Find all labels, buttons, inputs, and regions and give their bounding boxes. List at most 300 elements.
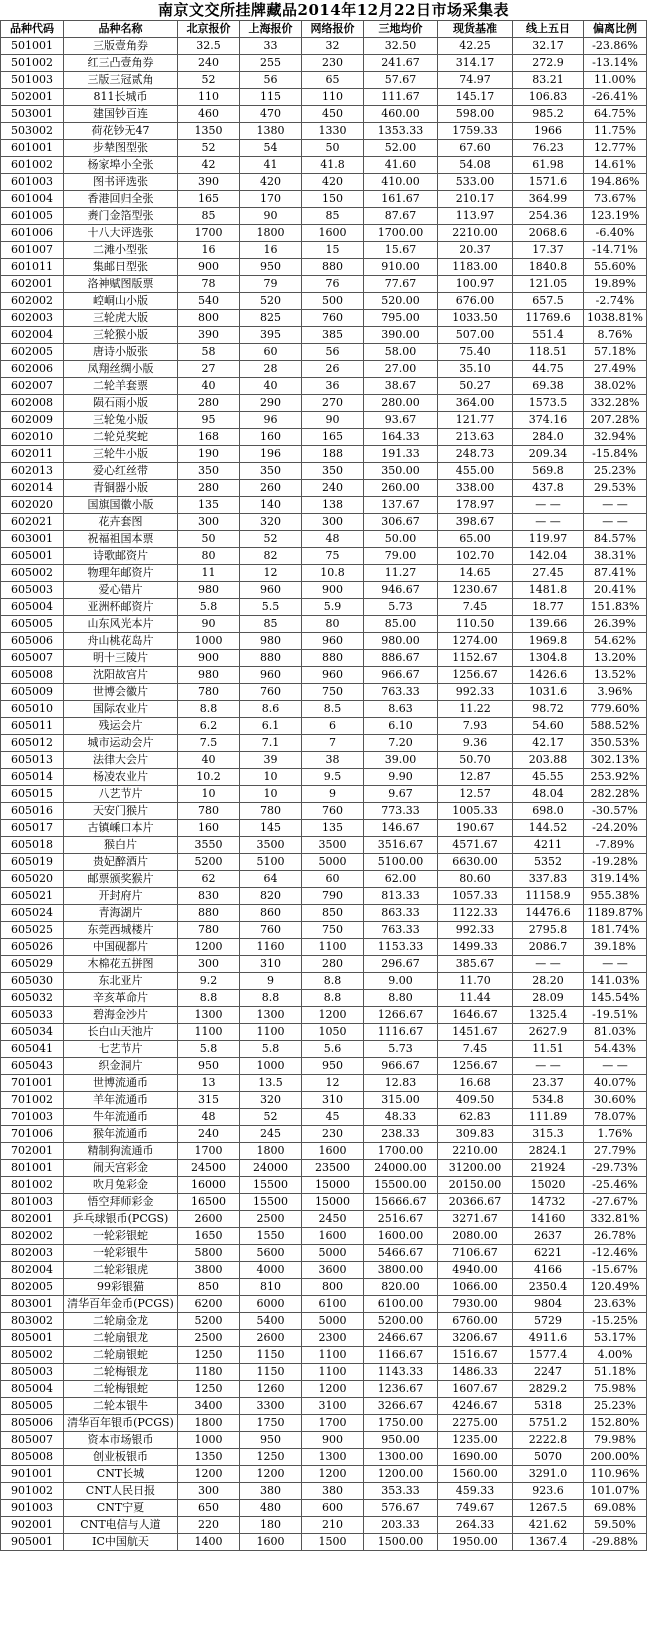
code-cell: 701003 [1,1109,64,1126]
deviation-ratio-cell: 84.57% [584,531,647,548]
table-row [1,1160,647,1177]
table-row [1,72,647,89]
deviation-ratio-cell: 26.39% [584,616,647,633]
name-cell: 东莞西城楼片 [64,922,178,939]
page-title: 南京文交所挂牌藏品2014年12月22日市场采集表 [158,1,509,19]
network-price-cell: 10.8 [302,565,364,582]
shanghai-price-cell: 1250 [240,1449,302,1466]
beijing-price-cell: 540 [178,293,240,310]
average-price-cell: 315.00 [364,1092,438,1109]
table-row [1,1194,647,1211]
deviation-ratio-cell: 38.31% [584,548,647,565]
table-row [1,1432,647,1449]
shanghai-price-cell: 10 [240,769,302,786]
beijing-price-cell: 300 [178,956,240,973]
spot-benchmark-cell: 1183.00 [438,259,513,276]
online-five-day-cell: 48.04 [513,786,584,803]
average-price-cell: 350.00 [364,463,438,480]
code-cell: 605005 [1,616,64,633]
code-cell: 701006 [1,1126,64,1143]
spot-benchmark-cell: 16.68 [438,1075,513,1092]
code-cell: 605009 [1,684,64,701]
spot-benchmark-cell: 1499.33 [438,939,513,956]
beijing-price-cell: 2500 [178,1330,240,1347]
code-cell: 702001 [1,1143,64,1160]
online-five-day-cell: 76.23 [513,140,584,157]
name-cell: 精制狗流通币 [64,1143,178,1160]
shanghai-price-cell: 950 [240,1432,302,1449]
online-five-day-cell: 61.98 [513,157,584,174]
network-price-cell: 350 [302,463,364,480]
network-price-cell: 6 [302,718,364,735]
table-row [1,89,647,106]
name-cell: 城市运动会片 [64,735,178,752]
table-row [1,1092,647,1109]
spot-benchmark-cell: 1152.67 [438,650,513,667]
average-price-cell: 50.00 [364,531,438,548]
code-cell: 602007 [1,378,64,395]
online-five-day-cell: 364.99 [513,191,584,208]
deviation-ratio-cell: 54.62% [584,633,647,650]
code-cell: 801002 [1,1177,64,1194]
online-five-day-cell: 83.21 [513,72,584,89]
online-five-day-cell: 23.37 [513,1075,584,1092]
beijing-price-cell: 62 [178,871,240,888]
deviation-ratio-cell: -26.41% [584,89,647,106]
code-cell: 701001 [1,1075,64,1092]
online-five-day-cell: 5751.2 [513,1415,584,1432]
deviation-ratio-cell: 38.02% [584,378,647,395]
shanghai-price-cell: 6.1 [240,718,302,735]
shanghai-price-cell: 290 [240,395,302,412]
online-five-day-cell: 254.36 [513,208,584,225]
online-five-day-cell: 1840.8 [513,259,584,276]
average-price-cell: 795.00 [364,310,438,327]
network-price-cell: 950 [302,1058,364,1075]
beijing-price-cell: 1300 [178,1007,240,1024]
spot-benchmark-cell: 598.00 [438,106,513,123]
shanghai-price-cell: 16 [240,242,302,259]
network-price-cell: 110 [302,89,364,106]
beijing-price-cell: 5.8 [178,599,240,616]
deviation-ratio-cell: -19.28% [584,854,647,871]
online-five-day-cell: 21924 [513,1160,584,1177]
shanghai-price-cell: 380 [240,1483,302,1500]
table-body [1,38,647,1551]
shanghai-price-cell: 960 [240,667,302,684]
beijing-price-cell: 165 [178,191,240,208]
name-cell: CNT宁夏 [64,1500,178,1517]
spot-benchmark-cell: 2275.00 [438,1415,513,1432]
name-cell: 织金洞片 [64,1058,178,1075]
deviation-ratio-cell: 779.60% [584,701,647,718]
beijing-price-cell: 850 [178,1279,240,1296]
online-five-day-cell: 551.4 [513,327,584,344]
beijing-price-cell: 1000 [178,633,240,650]
code-cell: 602006 [1,361,64,378]
name-cell: 牛年流通币 [64,1109,178,1126]
spot-benchmark-cell: 11.44 [438,990,513,1007]
code-cell: 605033 [1,1007,64,1024]
spot-benchmark-cell: 31200.00 [438,1160,513,1177]
average-price-cell: 3800.00 [364,1262,438,1279]
online-five-day-cell: 69.38 [513,378,584,395]
network-price-cell: 60 [302,871,364,888]
beijing-price-cell: 1200 [178,1466,240,1483]
spot-benchmark-cell: 20366.67 [438,1194,513,1211]
name-cell: 木棉花五拼图 [64,956,178,973]
name-cell: 残运会片 [64,718,178,735]
beijing-price-cell: 650 [178,1500,240,1517]
beijing-price-cell: 190 [178,446,240,463]
average-price-cell: 280.00 [364,395,438,412]
code-cell: 805002 [1,1347,64,1364]
table-row [1,565,647,582]
average-price-cell: 390.00 [364,327,438,344]
code-cell: 602013 [1,463,64,480]
spot-benchmark-cell: 7.45 [438,1041,513,1058]
deviation-ratio-cell: 39.18% [584,939,647,956]
online-five-day-cell: 42.17 [513,735,584,752]
beijing-price-cell: 90 [178,616,240,633]
spot-benchmark-cell: 1122.33 [438,905,513,922]
spot-benchmark-cell: 74.97 [438,72,513,89]
shanghai-price-cell: 3500 [240,837,302,854]
shanghai-price-cell: 96 [240,412,302,429]
network-price-cell: 280 [302,956,364,973]
online-five-day-cell: 437.8 [513,480,584,497]
shanghai-price-cell: 180 [240,1517,302,1534]
beijing-price-cell: 300 [178,514,240,531]
average-price-cell: 11.27 [364,565,438,582]
shanghai-price-cell: 140 [240,497,302,514]
shanghai-price-cell: 12 [240,565,302,582]
spot-benchmark-cell: 4571.67 [438,837,513,854]
code-cell: 605010 [1,701,64,718]
online-five-day-cell: — — [513,1058,584,1075]
network-price-cell: 5000 [302,854,364,871]
code-cell: 601005 [1,208,64,225]
deviation-ratio-cell: 332.81% [584,1211,647,1228]
code-cell: 605003 [1,582,64,599]
table-row [1,208,647,225]
table-row [1,293,647,310]
name-cell: 中国砚都片 [64,939,178,956]
network-price-cell: 1500 [302,1534,364,1551]
beijing-price-cell: 24500 [178,1160,240,1177]
shanghai-price-cell: 520 [240,293,302,310]
deviation-ratio-cell: 75.98% [584,1381,647,1398]
online-five-day-cell: 203.88 [513,752,584,769]
average-price-cell: 79.00 [364,548,438,565]
code-cell: 805007 [1,1432,64,1449]
name-cell: 崆峒山小版 [64,293,178,310]
header-average-price: 三地均价 [364,21,438,38]
name-cell: CNT长城 [64,1466,178,1483]
deviation-ratio-cell: -30.57% [584,803,647,820]
deviation-ratio-cell: 30.60% [584,1092,647,1109]
table-row [1,718,647,735]
table-row [1,633,647,650]
online-five-day-cell: 1577.4 [513,1347,584,1364]
network-price-cell: 41.8 [302,157,364,174]
table-row [1,616,647,633]
beijing-price-cell: 350 [178,463,240,480]
shanghai-price-cell: 2500 [240,1211,302,1228]
spot-benchmark-cell: 12.87 [438,769,513,786]
code-cell: 605015 [1,786,64,803]
beijing-price-cell: 6200 [178,1296,240,1313]
header-spot-benchmark: 现货基准 [438,21,513,38]
deviation-ratio-cell: 19.89% [584,276,647,293]
deviation-ratio-cell: 25.23% [584,1398,647,1415]
code-cell: 901001 [1,1466,64,1483]
average-price-cell: 1116.67 [364,1024,438,1041]
table-row [1,1058,647,1075]
online-five-day-cell: 374.16 [513,412,584,429]
online-five-day-cell: 4166 [513,1262,584,1279]
spot-benchmark-cell: 3206.67 [438,1330,513,1347]
deviation-ratio-cell: 1038.81% [584,310,647,327]
beijing-price-cell: 5200 [178,854,240,871]
spot-benchmark-cell: 35.10 [438,361,513,378]
network-price-cell: 8.8 [302,973,364,990]
shanghai-price-cell: 245 [240,1126,302,1143]
deviation-ratio-cell: -29.73% [584,1160,647,1177]
deviation-ratio-cell: 54.43% [584,1041,647,1058]
average-price-cell: 353.33 [364,1483,438,1500]
average-price-cell: 1143.33 [364,1364,438,1381]
average-price-cell: 3516.67 [364,837,438,854]
code-cell: 501001 [1,38,64,55]
code-cell: 602003 [1,310,64,327]
online-five-day-cell: 2627.9 [513,1024,584,1041]
shanghai-price-cell: 160 [240,429,302,446]
table-row [1,599,647,616]
online-five-day-cell: 28.09 [513,990,584,1007]
shanghai-price-cell: 1380 [240,123,302,140]
table-row [1,514,647,531]
name-cell: 三版三冠贰角 [64,72,178,89]
code-cell: 605012 [1,735,64,752]
name-cell: 亚洲杯邮资片 [64,599,178,616]
shanghai-price-cell: 8.8 [240,990,302,1007]
average-price-cell: 1200.00 [364,1466,438,1483]
shanghai-price-cell: 28 [240,361,302,378]
shanghai-price-cell: 2600 [240,1330,302,1347]
network-price-cell: 380 [302,1483,364,1500]
table-row [1,412,647,429]
table-row [1,1228,647,1245]
code-cell: 901002 [1,1483,64,1500]
deviation-ratio-cell: 350.53% [584,735,647,752]
table-row [1,1007,647,1024]
shanghai-price-cell: 320 [240,1092,302,1109]
online-five-day-cell: 569.8 [513,463,584,480]
deviation-ratio-cell: 1189.87% [584,905,647,922]
shanghai-price-cell: 1150 [240,1364,302,1381]
shanghai-price-cell: 5400 [240,1313,302,1330]
deviation-ratio-cell: -14.71% [584,242,647,259]
network-price-cell: 1100 [302,939,364,956]
deviation-ratio-cell: 151.83% [584,599,647,616]
average-price-cell: 8.63 [364,701,438,718]
table-row [1,1296,647,1313]
average-price-cell: 57.67 [364,72,438,89]
online-five-day-cell: 14160 [513,1211,584,1228]
spot-benchmark-cell: 1690.00 [438,1449,513,1466]
deviation-ratio-cell: -7.89% [584,837,647,854]
online-five-day-cell: 209.34 [513,446,584,463]
average-price-cell: 5466.67 [364,1245,438,1262]
name-cell: 二轮本银牛 [64,1398,178,1415]
network-price-cell: 8.8 [302,990,364,1007]
online-five-day-cell: 11.51 [513,1041,584,1058]
shanghai-price-cell: 196 [240,446,302,463]
spot-benchmark-cell: 62.83 [438,1109,513,1126]
name-cell: 二轮彩银虎 [64,1262,178,1279]
average-price-cell: 2516.67 [364,1211,438,1228]
spot-benchmark-cell: 398.67 [438,514,513,531]
name-cell: 东北亚片 [64,973,178,990]
deviation-ratio-cell: — — [584,497,647,514]
network-price-cell: 300 [302,514,364,531]
table-row [1,1075,647,1092]
name-cell: 世博流通币 [64,1075,178,1092]
table-row [1,1211,647,1228]
code-cell: 805001 [1,1330,64,1347]
table-row [1,1313,647,1330]
online-five-day-cell: 118.51 [513,344,584,361]
beijing-price-cell: 48 [178,1109,240,1126]
header-network-price: 网络报价 [302,21,364,38]
spot-benchmark-cell: 54.08 [438,157,513,174]
online-five-day-cell: 45.55 [513,769,584,786]
spot-benchmark-cell: 409.50 [438,1092,513,1109]
shanghai-price-cell: 82 [240,548,302,565]
online-five-day-cell: 985.2 [513,106,584,123]
shanghai-price-cell: 1000 [240,1058,302,1075]
spot-benchmark-cell: 6760.00 [438,1313,513,1330]
spot-benchmark-cell: 1486.33 [438,1364,513,1381]
average-price-cell: 950.00 [364,1432,438,1449]
network-price-cell: 600 [302,1500,364,1517]
network-price-cell: 385 [302,327,364,344]
code-cell: 803001 [1,1296,64,1313]
deviation-ratio-cell: 55.60% [584,259,647,276]
beijing-price-cell: 78 [178,276,240,293]
shanghai-price-cell: 90 [240,208,302,225]
average-price-cell: 1353.33 [364,123,438,140]
code-cell: 605011 [1,718,64,735]
shanghai-price-cell: 79 [240,276,302,293]
name-cell: 辛亥革命片 [64,990,178,1007]
beijing-price-cell: 1650 [178,1228,240,1245]
table-row [1,1041,647,1058]
shanghai-price-cell: 1300 [240,1007,302,1024]
shanghai-price-cell: 145 [240,820,302,837]
online-five-day-cell: 272.9 [513,55,584,72]
deviation-ratio-cell: 207.28% [584,412,647,429]
name-cell: 花卉套图 [64,514,178,531]
table-row [1,1398,647,1415]
table-row [1,1279,647,1296]
beijing-price-cell: 780 [178,803,240,820]
spot-benchmark-cell: 2080.00 [438,1228,513,1245]
code-cell: 701002 [1,1092,64,1109]
spot-benchmark-cell: 20150.00 [438,1177,513,1194]
average-price-cell: 306.67 [364,514,438,531]
network-price-cell: 188 [302,446,364,463]
spot-benchmark-cell: 1066.00 [438,1279,513,1296]
deviation-ratio-cell: 110.96% [584,1466,647,1483]
name-cell: 悟空拜师彩金 [64,1194,178,1211]
network-price-cell: 5.6 [302,1041,364,1058]
deviation-ratio-cell: 13.52% [584,667,647,684]
average-price-cell: 161.67 [364,191,438,208]
average-price-cell: 41.60 [364,157,438,174]
name-cell: 建国钞百连 [64,106,178,123]
shanghai-price-cell: 480 [240,1500,302,1517]
online-five-day-cell: 4911.6 [513,1330,584,1347]
name-cell: 爱心错片 [64,582,178,599]
table-row [1,1245,647,1262]
network-price-cell: 760 [302,803,364,820]
deviation-ratio-cell: 64.75% [584,106,647,123]
table-row [1,752,647,769]
spot-benchmark-cell: 11.70 [438,973,513,990]
beijing-price-cell: 52 [178,72,240,89]
code-cell: 602011 [1,446,64,463]
name-cell: 811长城币 [64,89,178,106]
shanghai-price-cell: 5.8 [240,1041,302,1058]
network-price-cell: 1600 [302,1143,364,1160]
online-five-day-cell: 1571.6 [513,174,584,191]
beijing-price-cell: 900 [178,259,240,276]
average-price-cell: 410.00 [364,174,438,191]
beijing-price-cell: 40 [178,752,240,769]
code-cell: 602020 [1,497,64,514]
spot-benchmark-cell: 20.37 [438,242,513,259]
spot-benchmark-cell: 67.60 [438,140,513,157]
code-cell: 602010 [1,429,64,446]
network-price-cell: 5000 [302,1245,364,1262]
online-five-day-cell: 98.72 [513,701,584,718]
online-five-day-cell: 2824.1 [513,1143,584,1160]
shanghai-price-cell: 5100 [240,854,302,871]
table-row [1,837,647,854]
name-cell: 红三凸壹角券 [64,55,178,72]
spot-benchmark-cell: 80.60 [438,871,513,888]
beijing-price-cell: 950 [178,1058,240,1075]
shanghai-price-cell: 1550 [240,1228,302,1245]
beijing-price-cell: 830 [178,888,240,905]
code-cell: 902001 [1,1517,64,1534]
online-five-day-cell: 5070 [513,1449,584,1466]
beijing-price-cell: 80 [178,548,240,565]
deviation-ratio-cell: -24.20% [584,820,647,837]
shanghai-price-cell: 420 [240,174,302,191]
name-cell: 七艺节片 [64,1041,178,1058]
name-cell: 碧海金沙片 [64,1007,178,1024]
name-cell: 羊年流通币 [64,1092,178,1109]
spot-benchmark-cell: 75.40 [438,344,513,361]
name-cell: 青海湖片 [64,905,178,922]
average-price-cell: 39.00 [364,752,438,769]
average-price-cell: 5100.00 [364,854,438,871]
network-price-cell: 1200 [302,1381,364,1398]
online-five-day-cell: 421.62 [513,1517,584,1534]
